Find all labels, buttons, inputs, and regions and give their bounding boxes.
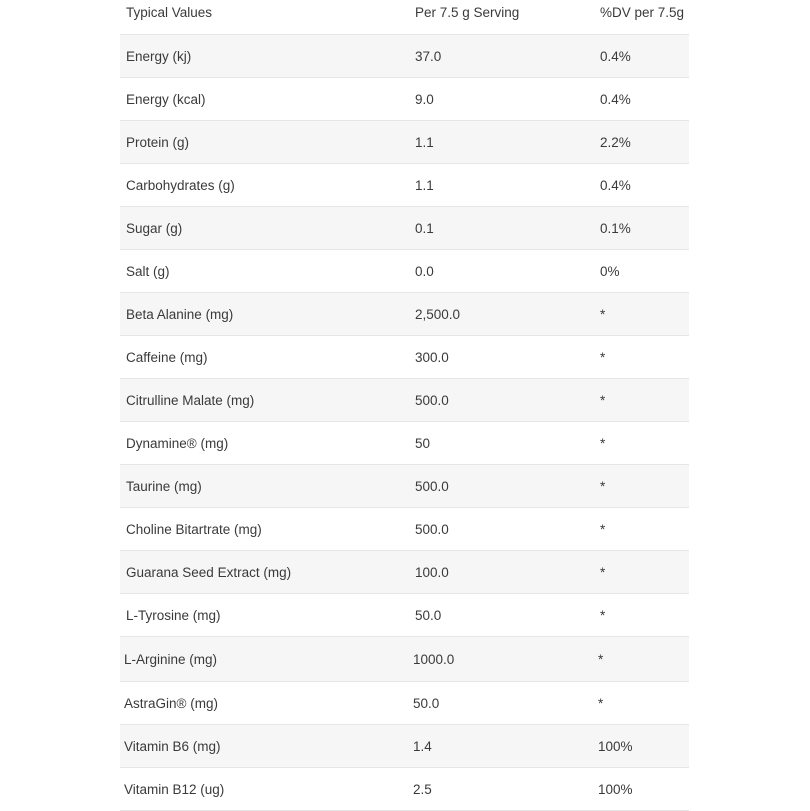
- serving-value: 0.1: [415, 220, 434, 236]
- serving-value: 500.0: [415, 392, 449, 408]
- dv-value: 2.2%: [600, 134, 631, 150]
- dv-value: 0.4%: [600, 48, 631, 64]
- serving-value: 50.0: [415, 607, 442, 623]
- table-row: [120, 164, 689, 207]
- table-row: [120, 336, 689, 379]
- nutrient-name: Guarana Seed Extract (mg): [126, 564, 292, 580]
- table-row: [120, 465, 689, 508]
- nutrient-name: Taurine (mg): [126, 478, 202, 494]
- nutrient-name: Carbohydrates (g): [126, 177, 235, 193]
- table-header-row: [120, 0, 689, 35]
- table-row: [120, 682, 689, 725]
- nutrient-name: L-Tyrosine (mg): [126, 607, 221, 623]
- nutrient-name: Protein (g): [126, 134, 190, 150]
- dv-value: *: [600, 478, 606, 494]
- serving-value: 1.1: [415, 134, 434, 150]
- header-per-serving: Per 7.5 g Serving: [415, 5, 520, 20]
- dv-value: *: [598, 695, 604, 711]
- dv-value: 0.4%: [600, 177, 631, 193]
- nutrient-name: Salt (g): [126, 263, 170, 279]
- nutrient-name: Energy (kcal): [126, 91, 206, 107]
- table-row: [120, 594, 689, 637]
- dv-value: 0.1%: [600, 220, 631, 236]
- serving-value: 2,500.0: [415, 306, 461, 322]
- table-row: [120, 35, 689, 78]
- header-dv: %DV per 7.5g: [600, 5, 685, 20]
- nutrient-name: Choline Bitartrate (mg): [126, 521, 262, 537]
- serving-value: 100.0: [415, 564, 449, 580]
- serving-value: 1000.0: [413, 651, 455, 667]
- dv-value: *: [600, 306, 606, 322]
- serving-value: 50.0: [413, 695, 440, 711]
- serving-value: 0.0: [415, 263, 434, 279]
- nutrient-name: L-Arginine (mg): [124, 651, 218, 667]
- dv-value: 0.4%: [600, 91, 631, 107]
- dv-value: 0%: [600, 263, 620, 279]
- table-row: [120, 508, 689, 551]
- table-row: [120, 725, 689, 768]
- nutrition-table: [120, 0, 689, 811]
- dv-value: *: [600, 607, 606, 623]
- dv-value: *: [600, 392, 606, 408]
- dv-value: *: [600, 564, 606, 580]
- serving-value: 50: [415, 435, 431, 451]
- dv-value: *: [600, 521, 606, 537]
- serving-value: 9.0: [415, 91, 434, 107]
- table-row: [120, 637, 689, 682]
- table-row: [120, 422, 689, 465]
- nutrient-name: Dynamine® (mg): [126, 435, 229, 451]
- nutrient-name: Citrulline Malate (mg): [126, 392, 255, 408]
- serving-value: 1.4: [413, 738, 432, 754]
- dv-value: *: [598, 651, 604, 667]
- table-row: [120, 250, 689, 293]
- nutrient-name: Sugar (g): [126, 220, 183, 236]
- table-row: [120, 293, 689, 336]
- nutrient-name: Vitamin B6 (mg): [124, 738, 221, 754]
- nutrient-name: Beta Alanine (mg): [126, 306, 234, 322]
- dv-value: 100%: [598, 781, 633, 797]
- serving-value: 2.5: [413, 781, 432, 797]
- serving-value: 500.0: [415, 478, 449, 494]
- nutrient-name: Vitamin B12 (ug): [124, 781, 225, 797]
- serving-value: 1.1: [415, 177, 434, 193]
- serving-value: 300.0: [415, 349, 449, 365]
- header-typical-values: Typical Values: [126, 5, 213, 20]
- table-row: [120, 379, 689, 422]
- serving-value: 500.0: [415, 521, 449, 537]
- dv-value: *: [600, 349, 606, 365]
- nutrient-name: Energy (kj): [126, 48, 192, 64]
- serving-value: 37.0: [415, 48, 442, 64]
- table-row: [120, 551, 689, 594]
- table-row: [120, 121, 689, 164]
- dv-value: *: [600, 435, 606, 451]
- table-row: [120, 207, 689, 250]
- dv-value: 100%: [598, 738, 633, 754]
- table-row: [120, 78, 689, 121]
- nutrient-name: Caffeine (mg): [126, 349, 208, 365]
- table-row: [120, 768, 689, 811]
- nutrient-name: AstraGin® (mg): [124, 695, 218, 711]
